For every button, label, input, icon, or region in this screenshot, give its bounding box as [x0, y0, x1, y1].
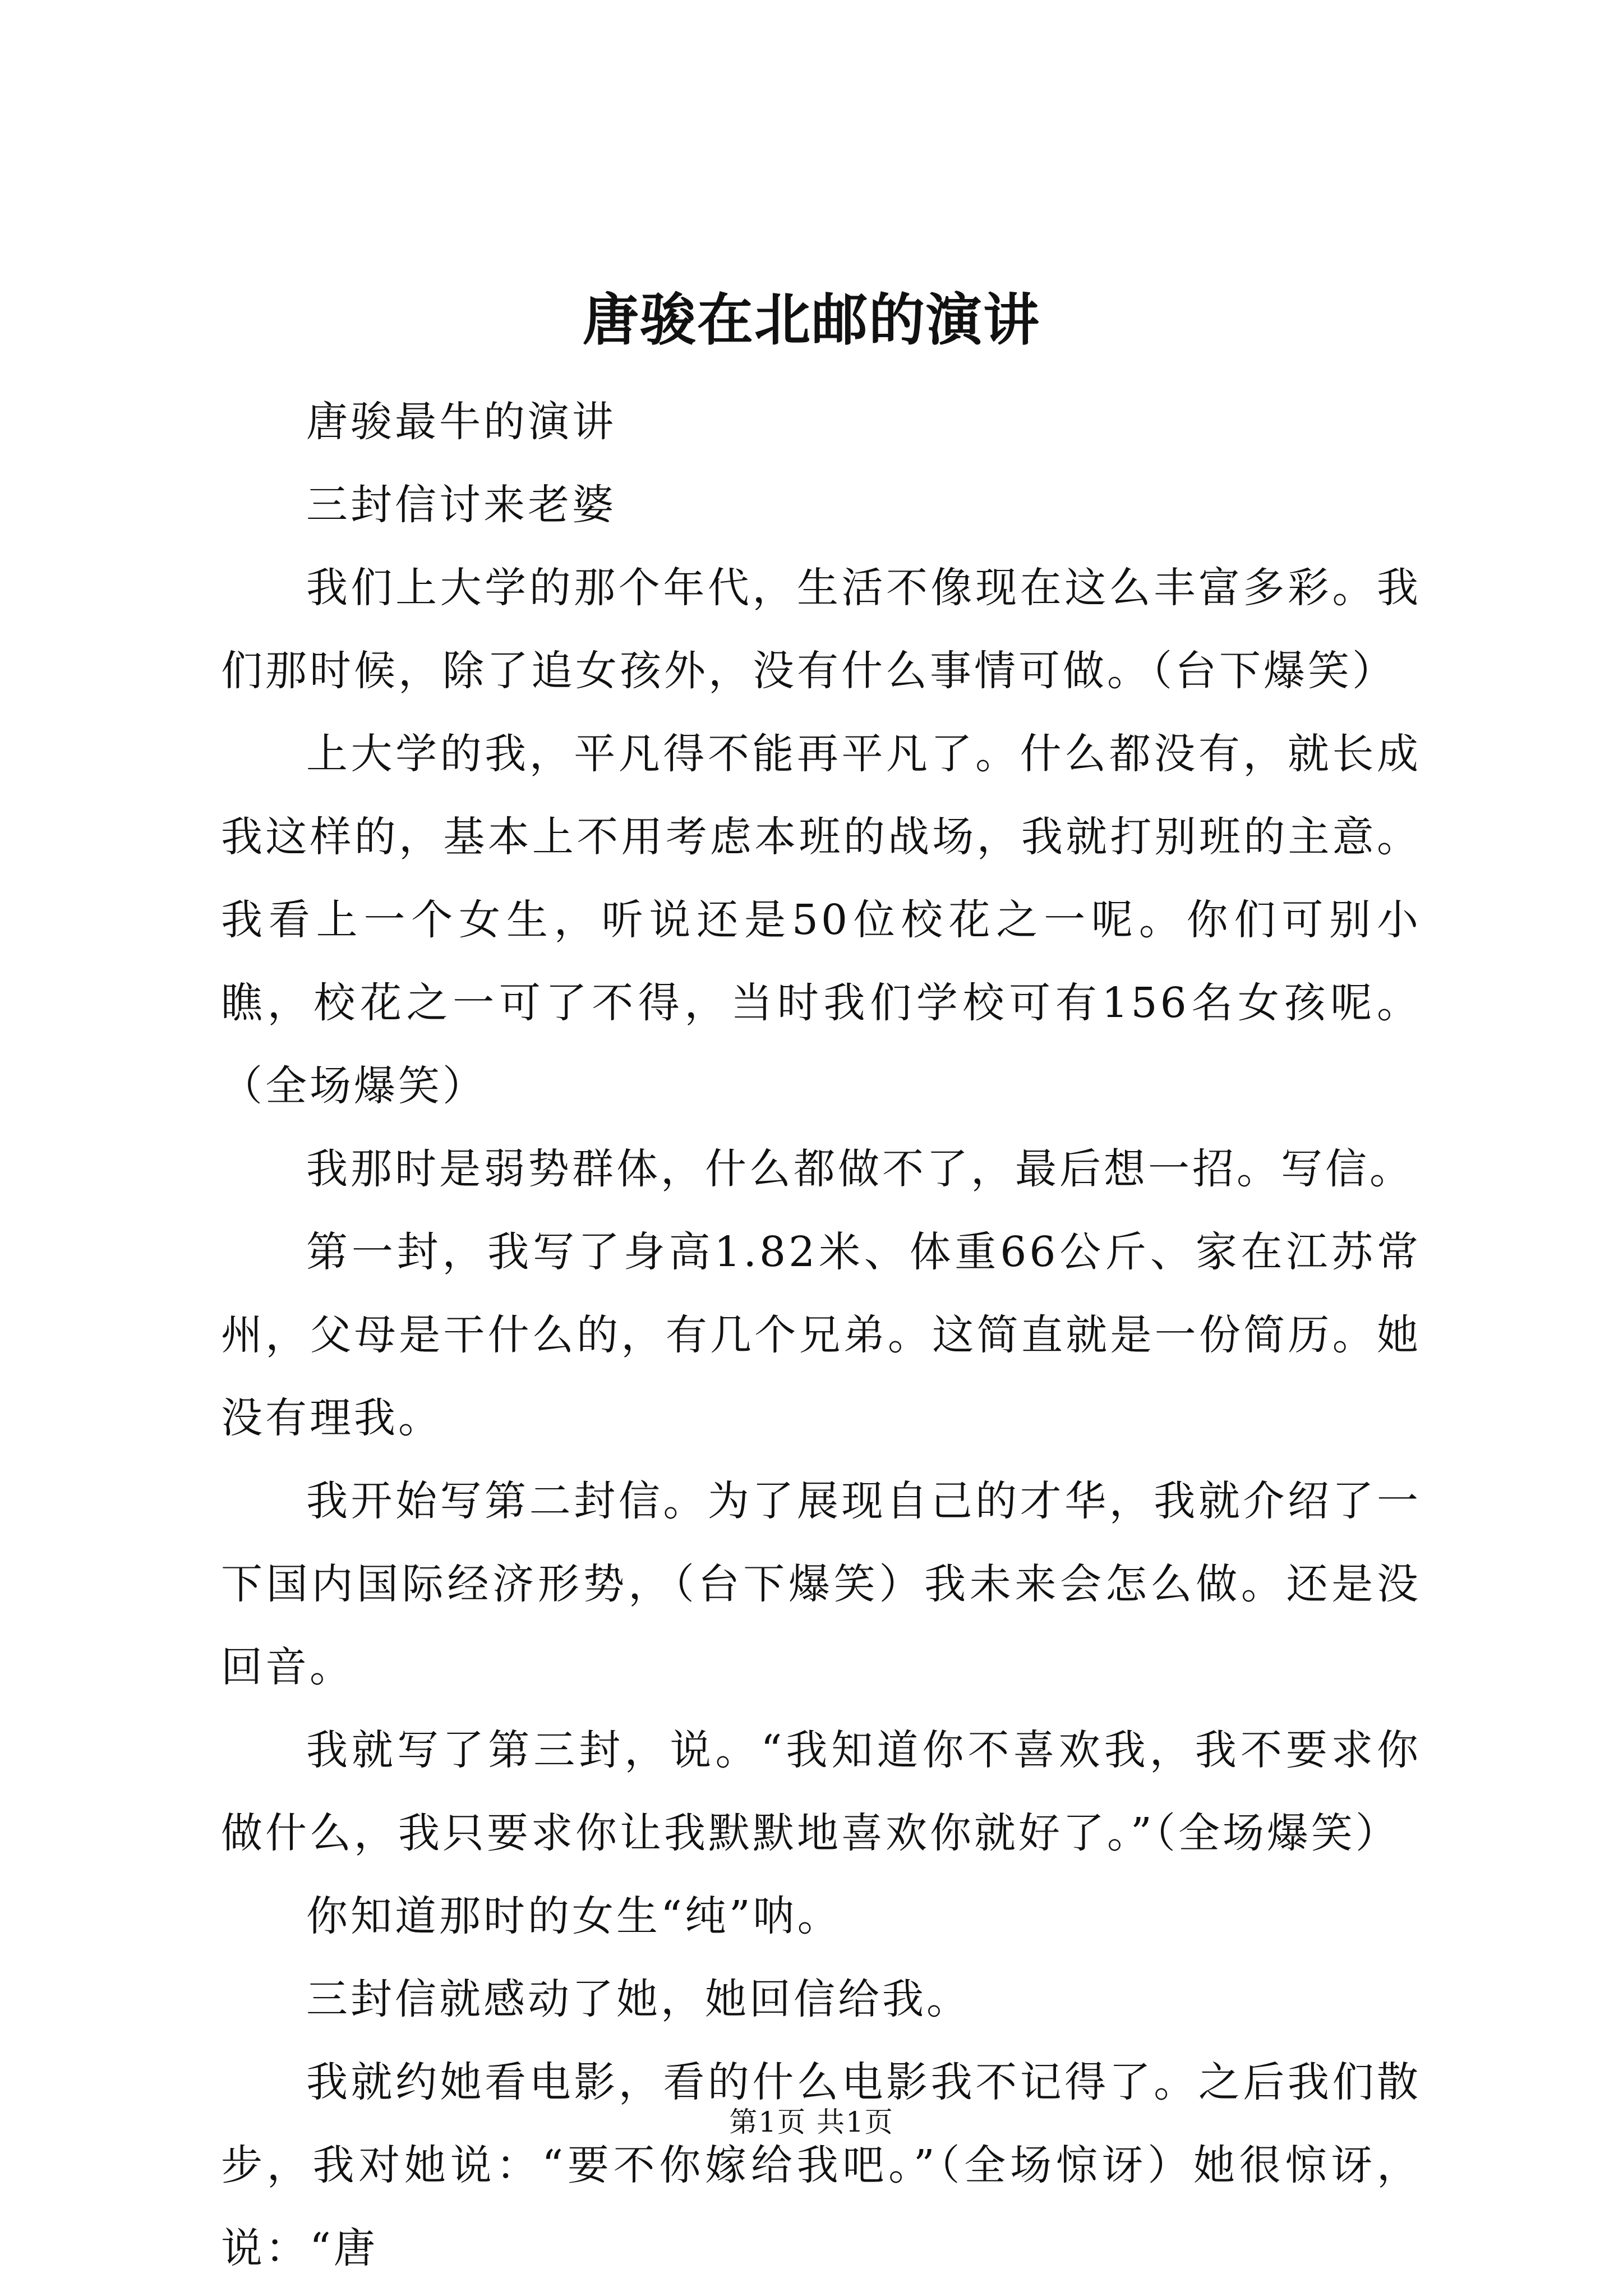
paragraph: 唐骏最牛的演讲 [306, 398, 616, 446]
paragraph: 上大学的我，平凡得不能再平凡了。什么都没有，就长成我这样的，基本上不用考虑本班的战场，我就打别班的主意。我看上一个女生，听说还是50位校花之一呢。你们可别小瞧，校花之一可了不得，当时我们学校可有156名女孩呢。（全场爆笑） [221, 730, 1421, 1110]
paragraph: 三封信讨来老婆 [306, 481, 616, 529]
paragraph: 你知道那时的女生“纯”呐。 [306, 1892, 842, 1940]
paragraph: 我就约她看电影，看的什么电影我不记得了。之后我们散步，我对她说：“要不你嫁给我吧。”（全场惊讶）她很惊讶，说：“唐 [221, 2058, 1421, 2272]
paragraph: 我那时是弱势群体，什么都做不了，最后想一招。写信。 [306, 1145, 1414, 1193]
page-number-footer: 第1页 共1页 [729, 2106, 894, 2138]
paragraph: 第一封，我写了身高1.82米、体重66公斤、家在江苏常州，父母是干什么的，有几个兄弟。这简直就是一份简历。她没有理我。 [221, 1228, 1421, 1442]
document-body [221, 380, 1421, 2290]
paragraph: 我开始写第二封信。为了展现自己的才华，我就介绍了一下国内国际经济形势，（台下爆笑）我未来会怎么做。还是没回音。 [221, 1477, 1421, 1691]
paragraph: 我们上大学的那个年代，生活不像现在这么丰富多彩。我们那时候，除了追女孩外，没有什么事情可做。（台下爆笑） [221, 564, 1421, 695]
document-title: 唐骏在北邮的演讲 [583, 287, 1040, 353]
paragraph: 我就写了第三封，说。“我知道你不喜欢我，我不要求你做什么，我只要求你让我默默地喜欢你就好了。”（全场爆笑） [221, 1726, 1421, 1857]
paragraph: 三封信就感动了她，她回信给我。 [306, 1975, 971, 2023]
